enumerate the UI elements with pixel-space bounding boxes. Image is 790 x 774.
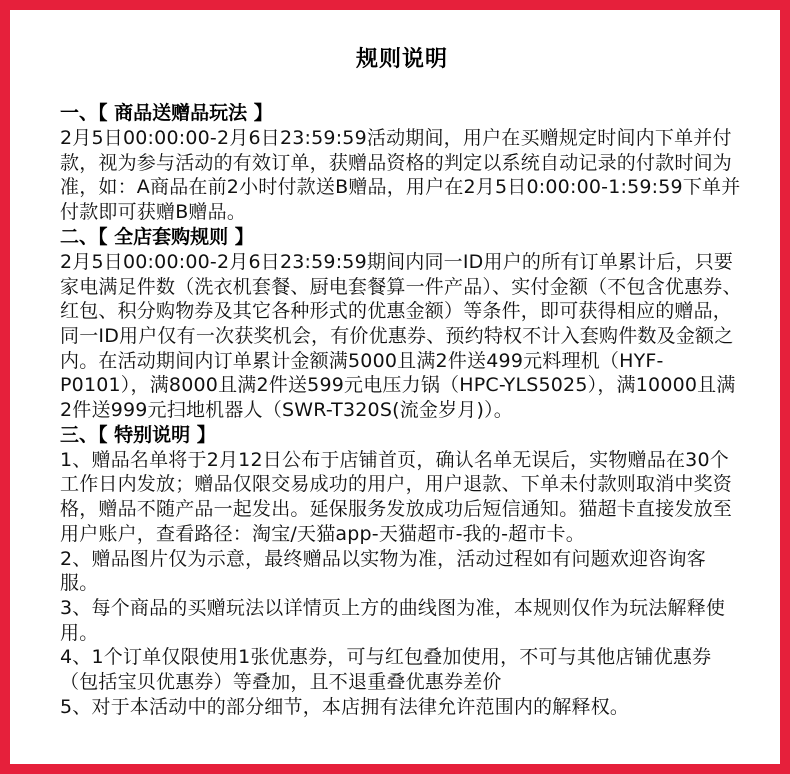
section-heading: 二、【 全店套购规则 】 (60, 225, 254, 248)
page-title: 规则说明 (355, 47, 448, 72)
section-heading: 三、【 特别说明 】 (60, 423, 216, 446)
section-special-notes (60, 423, 744, 720)
note-item: 3、每个商品的买赠玩法以详情页上方的曲线图为准，本规则仅作为玩法解释使用。 (60, 596, 726, 644)
rules-panel (10, 10, 780, 764)
note-item: 1、赠品名单将于2月12日公布于店铺首页，确认名单无误后，实物赠品在30个工作日内发放；赠品仅限交易成功的用户，用户退款、下单未付款则取消中奖资格，赠品不随产品一起发出。延保服务发放成功后短信通知。猫超卡直接发放至用户账户，查看路径：淘宝/天猫app-天猫超市-我的-超市卡。 (60, 448, 733, 545)
section-paragraph: 2月5日00:00:00-2月6日23:59:59期间内同一ID用户的所有订单累计后，只要家电满足件数（洗衣机套餐、厨电套餐算一件产品）、实付金额（不包含优惠券、红包、积分购物券及其它各种形式的优惠金额）等条件，即可获得相应的赠品，同一ID用户仅有一次获奖机会，有价优惠券、预约特权不计入套购件数及金额之内。在活动期间内订单累计金额满5000且满2件送499元料理机（HYF-P0101），满8000且满2件送599元电压力锅（HPC-YLS5025），满10000且满2件送999元扫地机器人（SWR-T320S(流金岁月)）。 (60, 250, 742, 422)
section-gift-rules (60, 101, 744, 225)
note-item: 5、对于本活动中的部分细节，本店拥有法律允许范围内的解释权。 (60, 695, 630, 718)
note-item: 4、1个订单仅限使用1张优惠券，可与红包叠加使用，不可与其他店铺优惠券（包括宝贝优惠券）等叠加，且不退重叠优惠券差价 (60, 646, 712, 694)
section-heading: 一、【 商品送赠品玩法 】 (60, 102, 273, 124)
section-bundle-rules (60, 225, 744, 423)
note-item: 2、赠品图片仅为示意，最终赠品以实物为准，活动过程如有问题欢迎咨询客服。 (60, 547, 706, 595)
section-paragraph: 2月5日00:00:00-2月6日23:59:59活动期间，用户在买赠规定时间内下单并付款，视为参与活动的有效订单，获赠品资格的判定以系统自动记录的付款时间为准，如：A商品在前2小时付款送B赠品，用户在2月5日0:00:00-1:59:59下单并付款即可获赠B赠品。 (60, 127, 741, 224)
